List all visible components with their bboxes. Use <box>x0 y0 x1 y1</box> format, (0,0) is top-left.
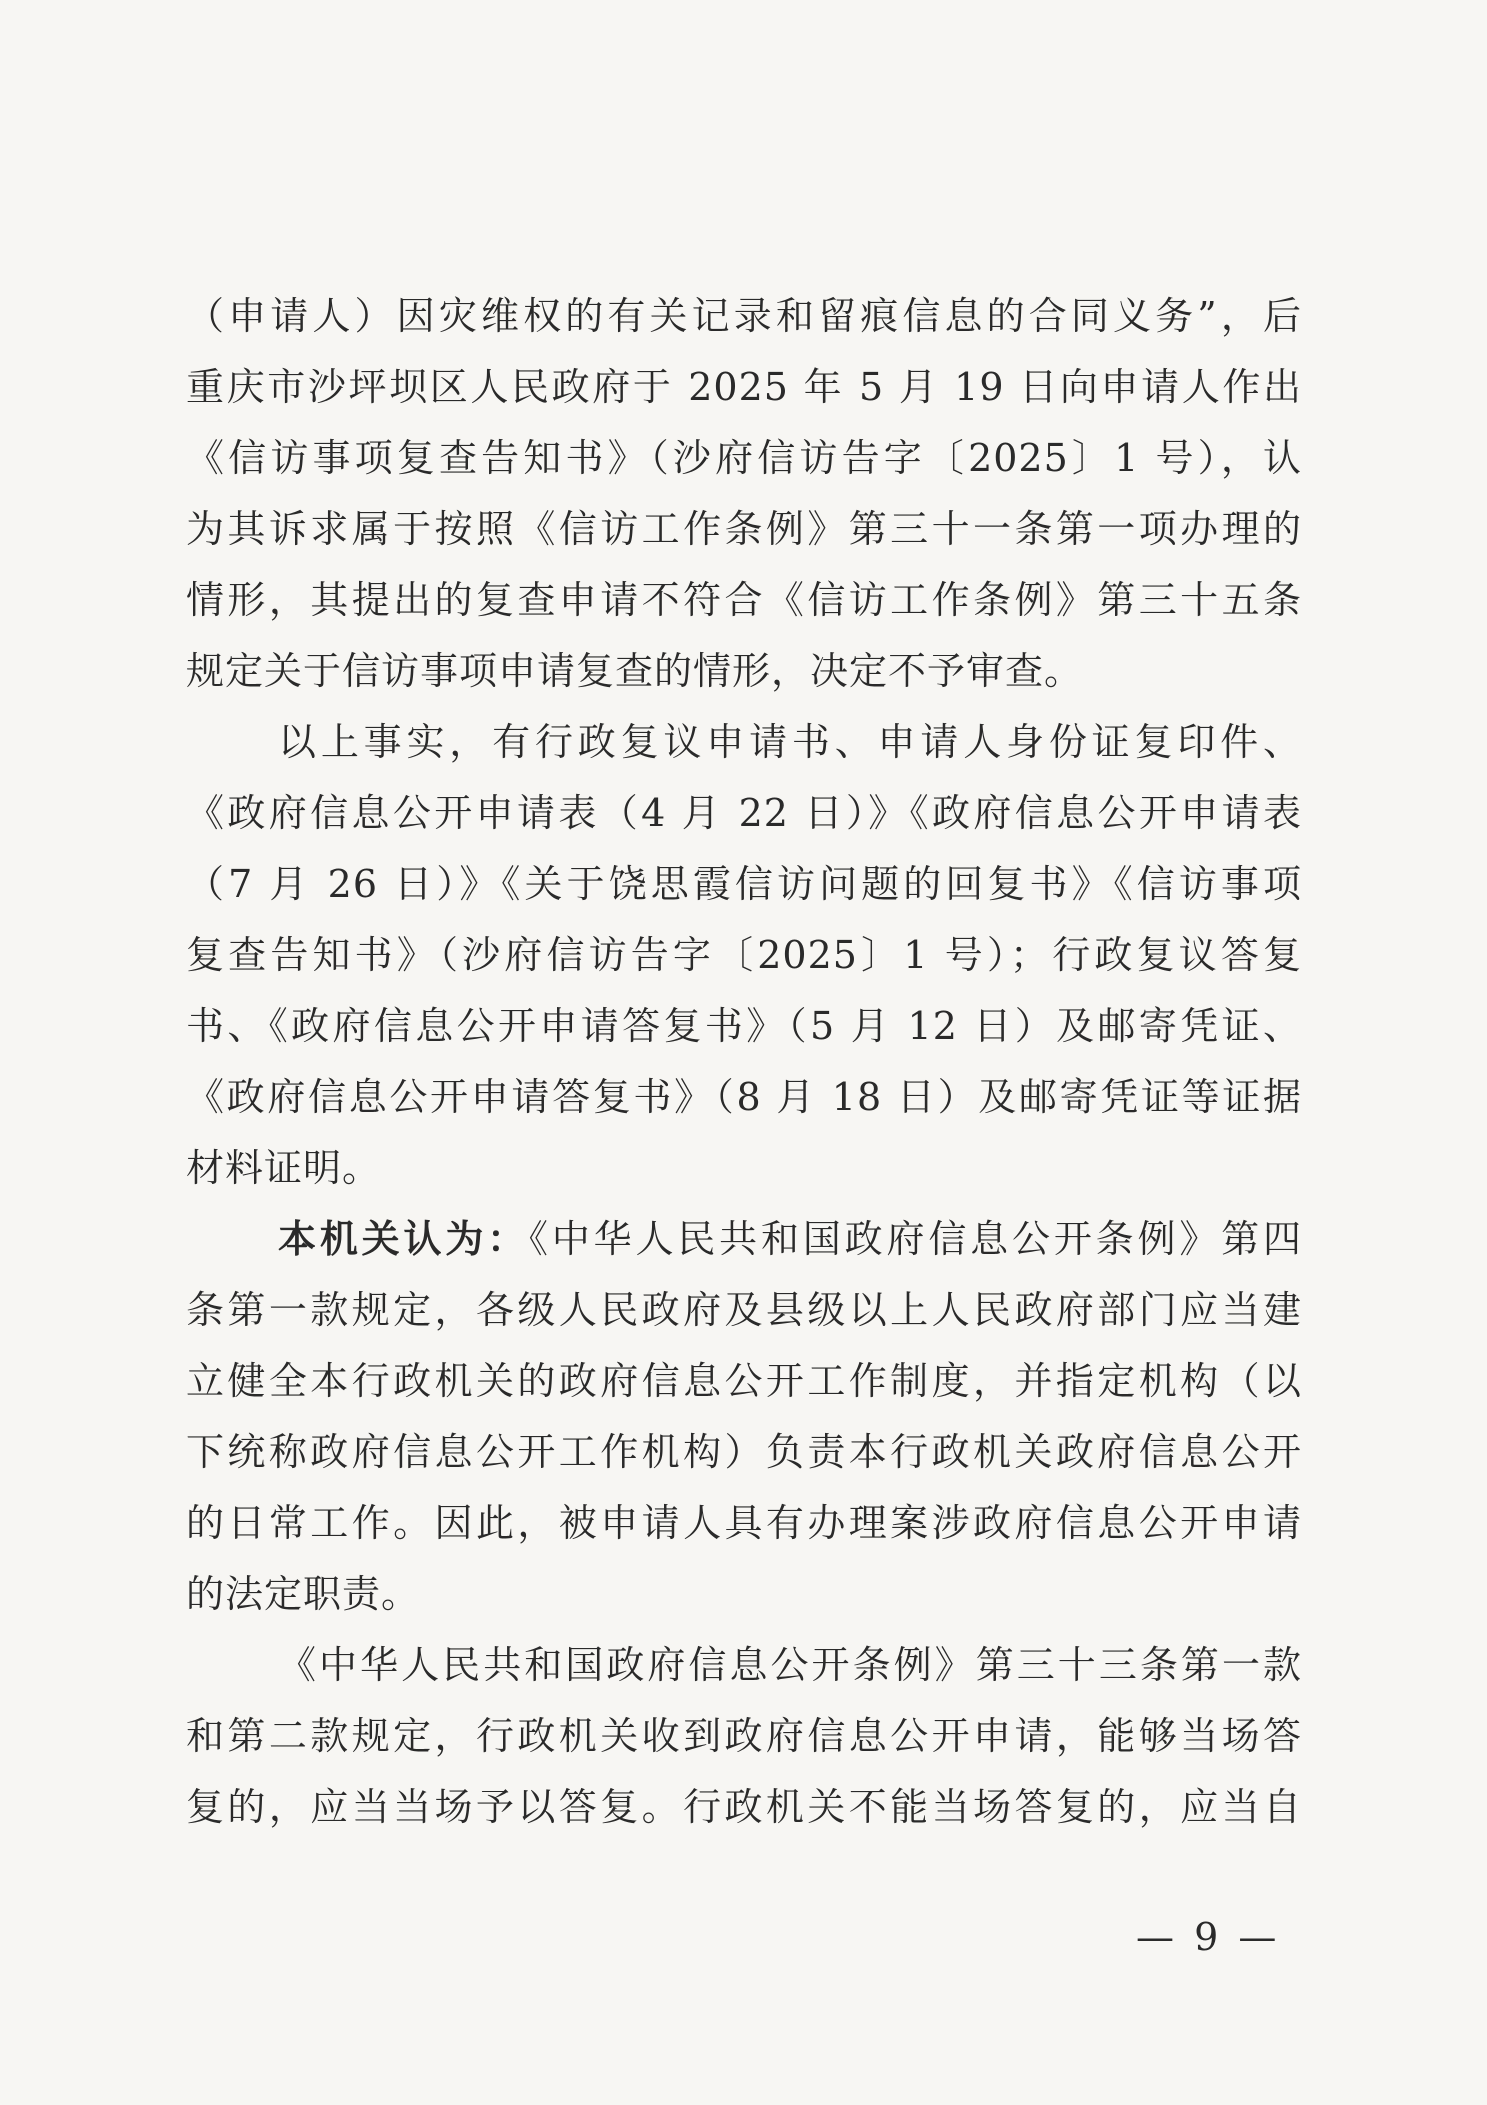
text-line: 条第一款规定，各级人民政府及县级以上人民政府部门应当建 <box>186 1288 1302 1332</box>
text-line: 以上事实，有行政复议申请书、申请人身份证复印件、 <box>278 720 1302 764</box>
text-line: 复的，应当当场予以答复。行政机关不能当场答复的，应当自 <box>186 1785 1302 1829</box>
text-line <box>278 1209 1302 1269</box>
text-line: 《政府信息公开申请表（4 月 22 日）》《政府信息公开申请表 <box>186 791 1302 835</box>
text-line: （申请人）因灾维权的有关记录和留痕信息的合同义务”，后 <box>186 294 1302 338</box>
text-line: 为其诉求属于按照《信访工作条例》第三十一条第一项办理的 <box>186 507 1302 551</box>
text-line: 《政府信息公开申请答复书》（8 月 18 日）及邮寄凭证等证据 <box>186 1075 1302 1119</box>
text-line: 《信访事项复查告知书》（沙府信访告字〔2025〕1 号），认 <box>186 436 1302 480</box>
text-run: 《中华人民共和国政府信息公开条例》第四 <box>529 1217 1302 1261</box>
text-line: 重庆市沙坪坝区人民政府于 2025 年 5 月 19 日向申请人作出 <box>186 365 1302 409</box>
text-line: 和第二款规定，行政机关收到政府信息公开申请，能够当场答 <box>186 1714 1302 1758</box>
text-line: 规定关于信访事项申请复查的情形，决定不予审查。 <box>186 649 1084 693</box>
text-line: 的日常工作。因此，被申请人具有办理案涉政府信息公开申请 <box>186 1501 1302 1545</box>
text-line: 书、《政府信息公开申请答复书》（5 月 12 日）及邮寄凭证、 <box>186 1004 1302 1048</box>
text-line: （7 月 26 日）》《关于饶思霞信访问题的回复书》《信访事项 <box>186 862 1302 906</box>
text-line: 材料证明。 <box>186 1146 382 1190</box>
text-line: 情形，其提出的复查申请不符合《信访工作条例》第三十五条 <box>186 578 1302 622</box>
text-line: 复查告知书》（沙府信访告字〔2025〕1 号）；行政复议答复 <box>186 933 1302 977</box>
text-line: 立健全本行政机关的政府信息公开工作制度，并指定机构（以 <box>186 1359 1302 1403</box>
text-line: 《中华人民共和国政府信息公开条例》第三十三条第一款 <box>278 1643 1302 1687</box>
text-line: 的法定职责。 <box>186 1572 421 1616</box>
paragraph-lead: 本机关认为： <box>278 1217 529 1261</box>
text-line: 下统称政府信息公开工作机构）负责本行政机关政府信息公开 <box>186 1430 1302 1474</box>
page-number: — 9 — <box>1136 1915 1281 1959</box>
